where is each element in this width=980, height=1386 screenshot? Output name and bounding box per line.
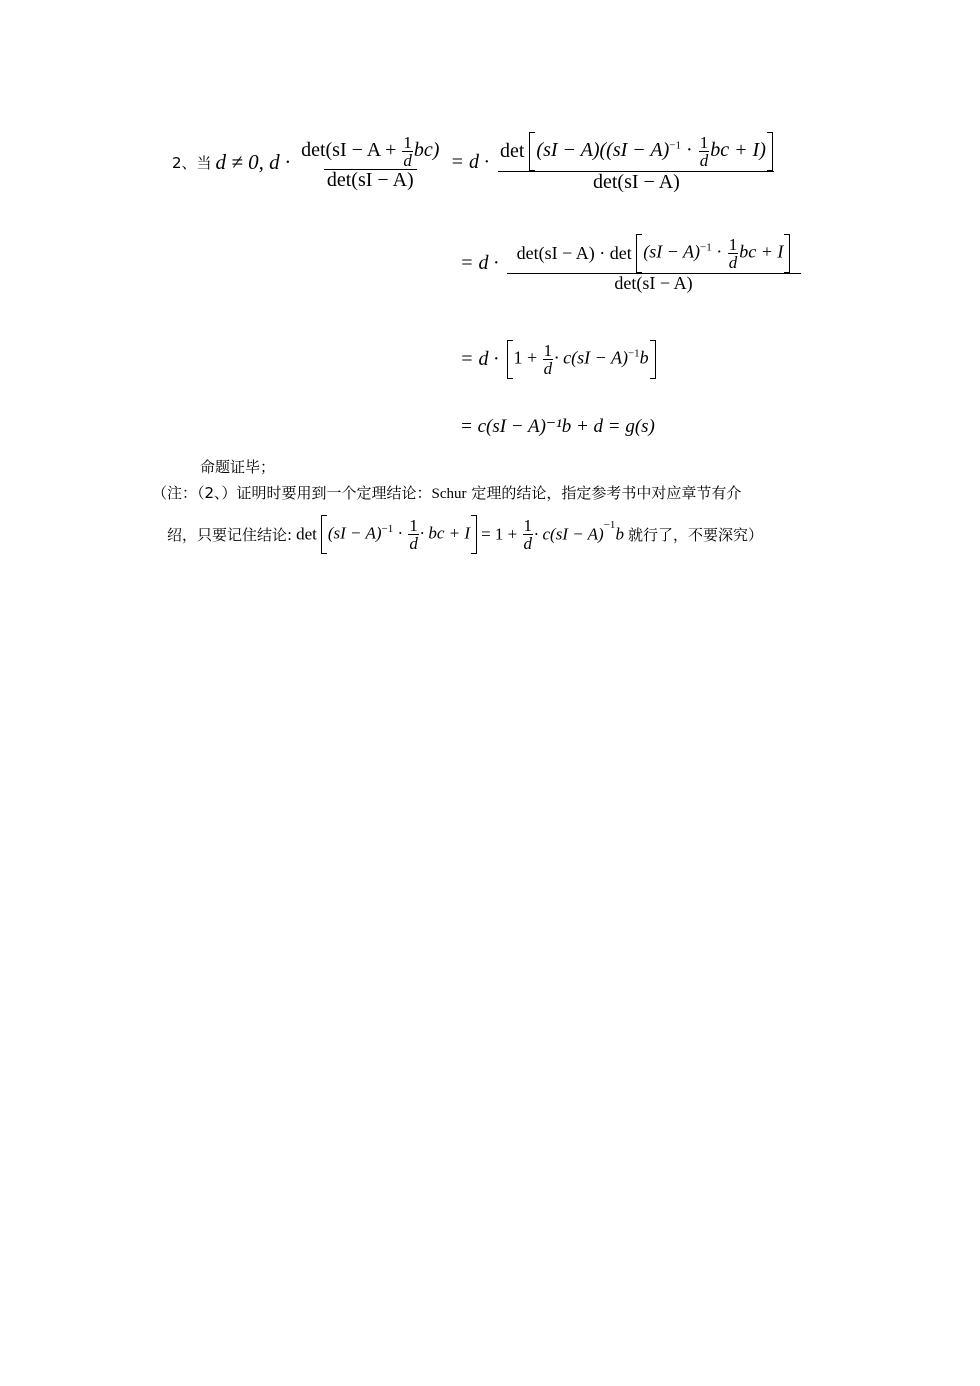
eq3-lead: = d · bbox=[460, 348, 499, 370]
rhs-det: det bbox=[499, 140, 525, 162]
equation-3 bbox=[460, 340, 656, 379]
equation-1 bbox=[172, 132, 776, 193]
equation-2 bbox=[460, 234, 801, 293]
eq2-lead: = d · bbox=[460, 251, 499, 274]
rhs-denominator: det(sI − A) bbox=[498, 171, 774, 193]
equals-d: = d · bbox=[450, 151, 489, 173]
eq2-bracket: (sI − A)$^{-1}$ · $\frac{1}{d}$ bc + I bbox=[636, 234, 790, 273]
lhs-numerator: det(sI − A + bbox=[301, 139, 402, 162]
eq2-denominator: det(sI − A) bbox=[507, 273, 801, 293]
eq2-fraction bbox=[507, 234, 801, 293]
lhs-fraction: det(sI − A + $\frac{1}{d}$ bc) det(sI − A) bbox=[301, 133, 440, 191]
step-label: 2、当 bbox=[172, 154, 212, 172]
rhs-bracket: (sI − A)((sI − A)$^{-1}$ · $\frac{1}{d}$ bc + I) bbox=[529, 132, 772, 171]
rhs-fraction bbox=[497, 132, 776, 193]
qed-text: 命题证毕； bbox=[200, 458, 276, 476]
condition: d ≠ 0, d · bbox=[215, 150, 291, 174]
schur-term: Schur bbox=[431, 486, 467, 502]
equation-4: = c(sI − A)⁻¹b + d = g(s) bbox=[460, 416, 655, 437]
eq3-bracket: 1 + $\frac{1}{d}$ · c(sI − A)$^{-1}$b bbox=[507, 340, 656, 379]
note-line-2: 绍，只要记住结论: det (sI − A)$^{-1}$ · $\frac{1}{d}$ · bc + I = 1 + $\frac{1}{d}$ · c(sI − A)$^{-1}$b 就行了，不要深究） bbox=[167, 516, 763, 553]
lhs-denominator: det(sI − A) bbox=[324, 169, 417, 191]
lhs-numerator-tail: bc) bbox=[413, 139, 440, 162]
note-line-1: （注：（2、）证明时要用到一个定理结论：Schur 定理的结论，指定参考书中对应章节有介 bbox=[152, 484, 742, 502]
eq2-numerator: det(sI − A) · det bbox=[516, 243, 632, 264]
note-bracket: (sI − A)$^{-1}$ · $\frac{1}{d}$ · bc + I bbox=[321, 515, 477, 554]
